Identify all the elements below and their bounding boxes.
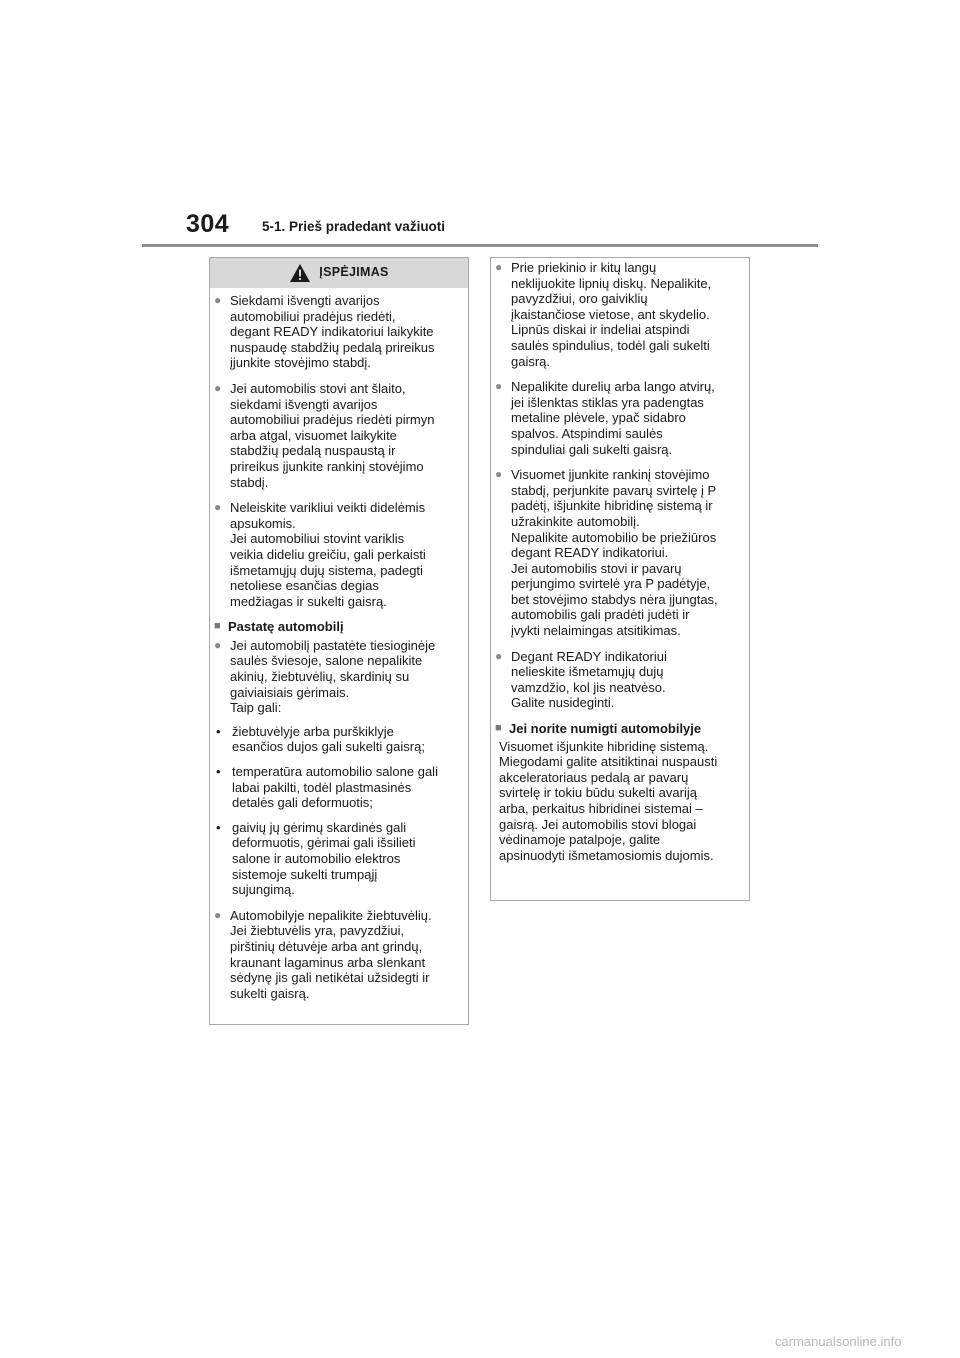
bullet-dot-icon: ● [214,907,222,922]
bullet-dot-icon: ● [495,379,503,394]
list-item-text: Jei automobilį pastatėte tiesioginėje saulės šviesoje, salone nepalikite akinių, žiebtuvėlių, skardinių su gaiviaisiais gėrimais. Taip gali: [230,637,436,716]
list-item [214,908,460,1002]
bullet-dot-icon: ● [214,293,222,307]
bullet-dot-icon: ● [495,467,503,482]
list-item-text: Automobilyje nepalikite žiebtuvėlių. Jei žiebtuvėlis yra, pavyzdžiui, pirštinių dėtuvėje arba ant grindų, kraunant lagaminus arba slenkant sėdynę jis gali netikėtai užsidegti ir sukelti gaisrą. [230,907,432,1001]
bullet-dot-icon: ● [214,380,222,395]
list-item [495,379,741,457]
warning-header [210,258,468,288]
sub-list-item-text: žiebtuvėlyje arba purškiklyje esančios dujos gali sukelti gaisrą; [232,723,425,755]
subheading [495,721,741,737]
bullet-dot-icon: ● [214,637,222,652]
square-bullet-icon: ■ [214,620,221,633]
list-item-text: Prie priekinio ir kitų langų neklijuokite lipnių diskų. Nepalikite, pavyzdžiui, oro gaiviklių įkaistančiose vietose, ant skydelio. Lipnūs diskai ir indeliai atspindi saulės spindulius, todėl gali sukelti gaisrą. [511,260,712,369]
small-bullet-icon: • [216,764,221,780]
subheading [214,619,460,635]
bullet-dot-icon: ● [495,648,503,663]
sub-list-item-text: temperatūra automobilio salone gali labai pakilti, todėl plastmasinės detalės gali deformuotis; [232,764,438,811]
list-item [214,500,460,609]
subheading-text: Pastatę automobilį [228,619,344,635]
warning-box-continued [490,257,750,901]
warning-box [209,257,469,1025]
sub-list-item-text: gaivių jų gėrimų skardinės gali deformuotis, gėrimai gali išsilieti salone ir automobilio elektros sistemoje sukelti trumpąjį sujungimą. [232,819,416,898]
list-item [214,293,460,371]
list-item-text: Jei automobilis stovi ant šlaito, siekdami išvengti avarijos automobiliui pradėjus riedėti pirmyn arba atgal, visuomet laikykite stabdžių pedalą nuspaustą ir prireikus įjunkite rankinį stovėjimo stabdį. [230,380,435,490]
list-item [495,649,741,711]
sub-list-item [214,724,460,755]
sub-list-item [214,820,460,898]
small-bullet-icon: • [216,723,221,739]
list-item [214,638,460,716]
list-item [214,381,460,490]
paragraph: Visuomet išjunkite hibridinę sistemą. Miegodami galite atsitiktinai nuspausti akceleratoriaus pedalą ar pavarų svirtelę ir tokiu būdu sukelti avariją arba, perkaitus hibridinei sistemai – gaisrą. Jei automobilis stovi blogai vėdinamoje patalpoje, galite apsinuodyti išmetamosiomis dujomis. [499,738,718,863]
list-item-text: Siekdami išvengti avarijos automobiliui pradėjus riedėti, degant READY indikatoriui laikykite nuspaudę stabdžių pedalą prireikus įjunkite stovėjimo stabdį. [230,293,435,371]
warning-triangle-icon [289,263,311,283]
list-item-text: Degant READY indikatoriui nelieskite išmetamųjų dujų vamzdžio, kol jis neatvėso. Galite nusideginti. [511,648,667,711]
subheading-text: Jei norite numigti automobilyje [509,721,702,737]
section-title: 5-1. Prieš pradedant važiuoti [262,219,446,234]
bullet-dot-icon: ● [495,260,503,274]
list-item-text: Visuomet įjunkite rankinį stovėjimo stabdį, perjunkite pavarų svirtelę į P padėtį, išjunkite hibridinę sistemą ir užrakinkite automobilį. Nepalikite automobilio be priežiūros degant READY indikatoriui. Jei automobilis stovi ir pavarų perjungimo svirtelė yra P padėtyje, bet stovėjimo stabdys nėra įjungtas, automobilis gali pradėti judėti ir įvykti nelaimingas atsitikimas. [511,467,718,639]
warning-title: ĮSPĖJIMAS [319,265,389,280]
page-number: 304 [186,210,230,238]
square-bullet-icon: ■ [495,722,502,735]
list-item [495,467,741,639]
watermark: carmanualsonline.info [775,1334,902,1349]
list-item [495,260,741,369]
list-item-text: Nepalikite durelių arba lango atvirų, jei išlenktas stiklas yra padengtas metaline plėvele, ypač sidabro spalvos. Atspindimi saulės spinduliai gali sukelti gaisrą. [511,379,715,457]
bullet-dot-icon: ● [214,500,222,515]
sub-list-item [214,764,460,811]
small-bullet-icon: • [216,819,221,835]
list-item-text: Neleiskite varikliui veikti didelėmis apsukomis. Jei automobiliui stovint variklis veikia dideliu greičiu, gali perkaisti išmetamųjų dujų sistema, padegti netoliese esančias degias medžiagas ir sukelti gaisrą. [230,500,426,609]
header-rule [142,244,818,247]
